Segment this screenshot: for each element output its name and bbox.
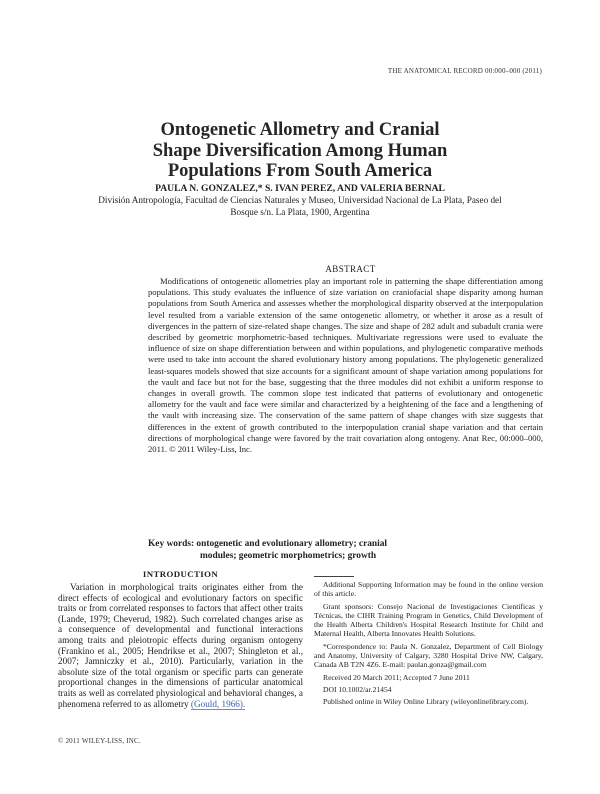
introduction-heading: INTRODUCTION xyxy=(142,569,219,579)
abstract-text: Modifications of ontogenetic allometries play an important role in patterning the shape differentiation among populations. This study evaluates the influence of size variation on craniofacial shape disparity among human populations from South America and assesses whether the morphological disparity observed at the interpopulation level resulted from a variable extension of the same ontogenetic allometry, or whether it arose as a result of divergences in the pattern of size-related shape changes. The size and shape of 282 adult and subadult crania were described by geometric morphometric-based techniques. Multivariate regressions were used to evaluate the influence of size on shape differentiation between and within populations, and phylogenetic comparative methods were used to take into account the shared evolutionary history among populations. The phylogenetic generalized least-squares models showed that size accounts for a significant amount of shape variation among populations for the vault and face but not for the base, suggesting that the three modules did not exhibit a uniform response to changes in overall growth. The common slope test indicated that patterns of evolutionary and ontogenetic allometry for the vault and face were similar and characterized by a heightening of the face and a lengthening of the vault with increasing size. The conservation of the same pattern of shape changes with size suggests that differences in the extent of growth contributed to the interpopulation cranial shape variation and that certain directions of morphological change were favored by the trait covariation along ontogeny. Anat Rec, 00:000–000, 2011. © 2011 Wiley-Liss, Inc. xyxy=(148,276,543,455)
abstract-heading: ABSTRACT xyxy=(325,264,376,274)
footnote-doi: DOI 10.1002/ar.21454 xyxy=(323,684,392,694)
title-line-2: Shape Diversification Among Human xyxy=(152,140,448,161)
citation-link[interactable]: (Gould, 1966). xyxy=(190,698,246,709)
keywords-line-1: Key words: ontogenetic and evolutionary allometry; cranial xyxy=(148,539,388,549)
footnote-grant-sponsors: Grant sponsors: Consejo Nacional de Investigaciones Científicas y Técnicas, the CIHR Training Program in Genetics, Child Development of the Health Alberta Children's Hospital Research Institute for Child and Maternal Health, Alberta Innovates Health Solutions. xyxy=(314,601,543,639)
footnotes xyxy=(314,580,543,710)
author-list: PAULA N. GONZALEZ,* S. IVAN PEREZ, AND VALERIA BERNAL xyxy=(155,183,445,194)
keywords xyxy=(148,538,543,562)
copyright: © 2011 WILEY-LISS, INC. xyxy=(58,737,141,745)
footnote-correspondence: *Correspondence to: Paula N. Gonzalez, Department of Cell Biology and Anatomy, University of Calgary, 3280 Hospital Drive NW, Calgary, Canada AB T2N 4Z6. E-mail: paulan.gonza@gmail.com xyxy=(314,641,543,670)
introduction-text xyxy=(58,582,303,709)
footnote-supporting-info: Additional Supporting Information may be found in the online version of this article. xyxy=(314,580,543,599)
footnote-received: Received 20 March 2011; Accepted 7 June 2011 xyxy=(323,672,470,682)
footnote-published-online: Published online in Wiley Online Library (wileyonlinelibrary.com). xyxy=(323,697,529,707)
introduction-body: Variation in morphological traits originates either from the direct effects of ecological and evolutionary factors on specific traits or from correlated responses to factors that affect other traits (Lande, 1979; Cheverud, 1982). Such correlated changes arise as a consequence of developmental and functional interactions among traits and pleiotropic effects during organism ontogeny (Frankino et al., 2005; Hendrikse et al., 2007; Shingleton et al., 2007; Jamniczky et al., 2010). Particularly, variation in the absolute size of the total organism or specific parts can generate proportional changes in the dimensions of particular anatomical traits as well as correlated physiological and behavioral changes, a phenomena referred to as allometry xyxy=(58,582,303,709)
affiliation: División Antropología, Facultad de Ciencias Naturales y Museo, Universidad Nacional de La Plata, Paseo del Bosque s/n. La Plata, 1900, Argentina xyxy=(98,195,502,217)
footnote-divider xyxy=(314,576,354,577)
running-head: THE ANATOMICAL RECORD 00:000–000 (2011) xyxy=(387,67,542,75)
paper-title xyxy=(90,120,510,182)
keywords-line-2: modules; geometric morphometrics; growth xyxy=(200,551,377,561)
title-line-3: Populations From South America xyxy=(167,161,433,181)
title-line-1: Ontogenetic Allometry and Cranial xyxy=(160,120,440,140)
